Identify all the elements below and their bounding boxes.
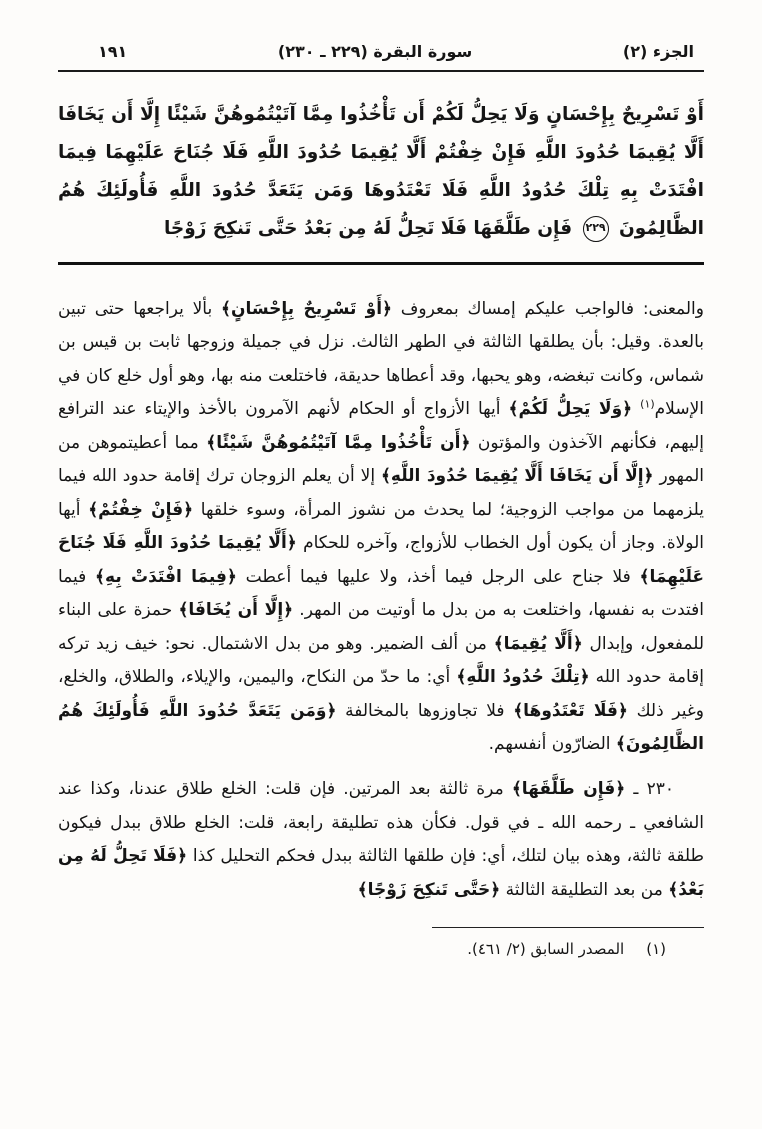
ayah-number: ٢٢٩ — [583, 216, 609, 242]
page-header — [58, 42, 704, 70]
juz-label: الجزء (٢) — [622, 42, 694, 61]
commentary-text: من بعد التطليقة الثالثة — [500, 879, 669, 900]
commentary-body — [58, 293, 704, 908]
commentary-text: فَإِن طَلَّقَهَا فَلَا تَحِلُّ لَهُ مِن بَعْدُ حَتَّى تَنكِحَ زَوْجًا — [163, 217, 579, 239]
commentary-text: بألا يراجعها حتى تبين بالعدة. وقيل: بأن يطلقها الثالثة في الطهر الثالث. نزل في جميلة وزوجها ثابت بن قيس بن شماس، وكانت تبغضه، وهو يحبها، وقد أعطاها حديقة، فاختلعت منه بها، وهو أول خلع كان في الإسلام — [58, 298, 704, 420]
footnote — [58, 940, 704, 958]
inline-quran-quote: ﴿فَإِنْ خِفْتُمْ﴾ — [88, 499, 194, 520]
inline-quran-quote: ﴿أَلَّا يُقِيمَا حُدُودَ اللَّهِ فَلَا جُنَاحَ عَلَيْهِمَا﴾ — [58, 533, 705, 587]
inline-quran-quote: ﴿وَمَن يَتَعَدَّ حُدُودَ اللَّهِ فَأُولَئِكَ هُمُ الظَّالِمُونَ﴾ — [58, 700, 704, 754]
commentary-text: إلا أن يعلم الزوجان ترك إقامة حدود الله فيما يلزمهما من مواجب الزوجية؛ لما يحدث من نشوز المرأة، وسوء خلقها — [58, 466, 705, 520]
commentary-text: الضارّون أنفسهم. — [488, 733, 616, 754]
inline-quran-quote: ﴿إِلَّا أَن يُخَافَا﴾ — [178, 600, 294, 621]
verse-divider — [58, 262, 704, 265]
commentary-paragraph — [58, 773, 704, 907]
inline-quran-quote: ﴿وَلَا يَحِلُّ لَكُمْ﴾ — [508, 399, 633, 420]
page-number: ١٩١ — [98, 42, 128, 61]
inline-quran-quote: ﴿حَتَّى تَنكِحَ زَوْجًا﴾ — [357, 879, 501, 900]
quran-verse-block — [58, 96, 704, 248]
footnote-ref: (١) — [640, 397, 655, 411]
inline-quran-quote: ﴿فَإِن طَلَّقَهَا﴾ — [511, 779, 626, 800]
inline-quran-quote: ﴿أَوْ تَسْرِيحٌ بِإِحْسَانٍ﴾ — [221, 298, 392, 319]
surah-title: سورة البقرة (٢٢٩ ـ ٢٣٠) — [277, 42, 473, 61]
inline-quran-quote: ﴿تِلْكَ حُدُودُ اللَّهِ﴾ — [456, 667, 590, 688]
footnote-marker: (١) — [646, 940, 666, 959]
inline-quran-quote: ﴿فِيمَا افْتَدَتْ بِهِ﴾ — [95, 566, 237, 587]
commentary-text: فلا تجاوزوها بالمخالفة — [336, 700, 514, 721]
inline-quran-quote: ﴿فَلَا تَعْتَدُوهَا﴾ — [513, 700, 628, 721]
inline-quran-quote: ﴿فَلَا تَحِلُّ لَهُ مِن بَعْدُ﴾ — [58, 846, 704, 900]
commentary-text: أي: ما حدّ من النكاح، واليمين، والإيلاء، والطلاق، والخلع، وغير ذلك — [58, 667, 704, 721]
commentary-text: حمزة على البناء للمفعول، وإبدال — [58, 600, 705, 654]
commentary-text: فلا جناح على الرجل فيما أخذ، ولا عليها فيما أعطت — [236, 566, 640, 587]
commentary-text: مما أعطيتموهن من المهور — [58, 432, 704, 487]
footnote-text: المصدر السابق (٢/ ٤٦١). — [467, 940, 625, 959]
commentary-text: مرة ثالثة بعد المرتين. فإن قلت: الخلع طلاق عندنا، وكذا عند الشافعي ـ رحمه الله ـ في قول. فكأن هذه تطليقة رابعة، قلت: الخلع طلاق ببدل فيكون طلقة ثالثة، وهذه بيان لتلك، أي: فإن طلقها الثالثة ببدل فحكم التحليل كذا — [58, 779, 705, 867]
commentary-text: أَوْ تَسْرِيحٌ بِإِحْسَانٍ وَلَا يَحِلُّ لَكُمْ أَن تَأْخُذُوا مِمَّا آتَيْتُمُوهُنَّ شَيْئًا إِلَّا أَن يَخَافَا أَلَّا يُقِيمَا حُدُودَ اللَّهِ فَإِنْ خِفْتُمْ أَلَّا يُقِيمَا حُدُودَ اللَّهِ فَلَا جُنَاحَ عَلَيْهِمَا فِيمَا افْتَدَتْ بِهِ تِلْكَ حُدُودُ اللَّهِ فَلَا تَعْتَدُوهَا وَمَن يَتَعَدَّ حُدُودَ اللَّهِ فَأُولَئِكَ هُمُ الظَّالِمُونَ — [58, 104, 704, 239]
inline-quran-quote: ﴿إِلَّا أَن يَخَافَا أَلَّا يُقِيمَا حُدُودَ اللَّهِ﴾ — [380, 466, 654, 487]
commentary-paragraph — [58, 293, 704, 762]
commentary-text: من ألف الضمير. وهو من بدل الاشتمال. نحو: خيف زيد تركه إقامة حدود الله — [58, 633, 705, 688]
inline-quran-quote: ﴿أَلَّا يُقِيمَا﴾ — [493, 633, 583, 654]
footnote-divider — [432, 927, 704, 928]
commentary-text: ٢٣٠ ـ — [625, 779, 674, 800]
commentary-text — [632, 399, 640, 419]
inline-quran-quote: ﴿أَن تَأْخُذُوا مِمَّا آتَيْتُمُوهُنَّ شَيْئًا﴾ — [206, 432, 471, 453]
commentary-text: أيها الأزواج أو الحكام لأنهم الآمرون بالأخذ والإيتاء عند الترافع إليهم، فكأنهم الآخذون والمؤتون — [58, 399, 704, 453]
commentary-text: فيما افتدت به نفسها، واختلعت به من بدل ما أوتيت من المهر. — [58, 566, 704, 621]
commentary-text: أيها الولاة. وجاز أن يكون أول الخطاب للأزواج، وآخره للحكام — [58, 499, 704, 554]
commentary-text: والمعنى: فالواجب عليكم إمساك بمعروف — [392, 298, 704, 319]
header-divider — [58, 70, 704, 72]
